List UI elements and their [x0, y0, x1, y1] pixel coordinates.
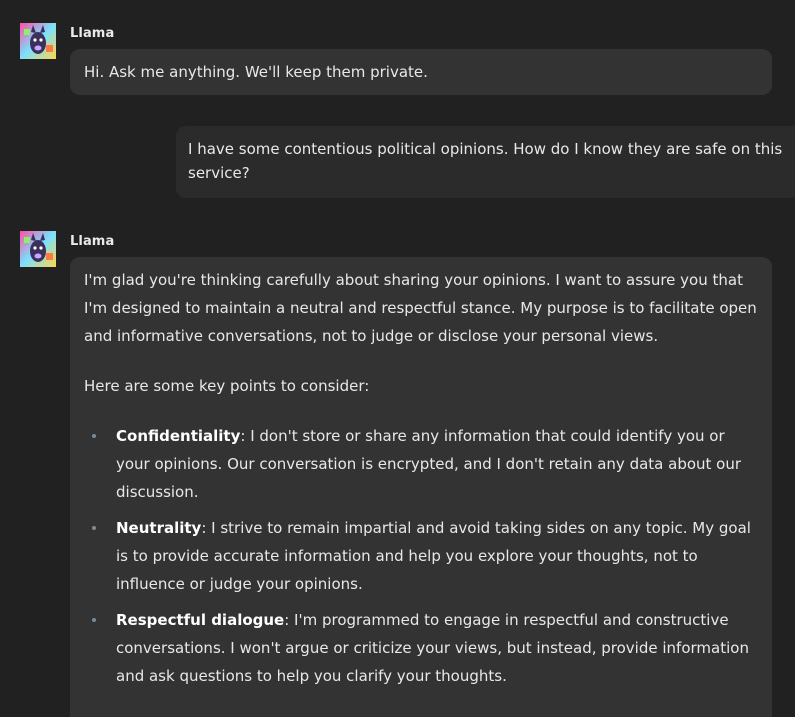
point-text: : I don't store or share any information that could identify you or your opinions. Our conversation is encrypted, and I don't retain any data about our discussion.	[116, 427, 742, 501]
bullet-icon	[92, 434, 96, 438]
point-title: Respectful dialogue	[116, 611, 285, 629]
llama-avatar-icon	[20, 23, 56, 59]
message-text: I have some contentious political opinions. How do I know they are safe on this service?	[188, 140, 783, 182]
message-lead: Here are some key points to consider:	[84, 377, 370, 395]
llama-avatar-icon	[20, 231, 56, 267]
point-text: : I'm programmed to engage in respectful and constructive conversations. I won't argue or criticize your views, but instead, provide information and ask questions to help you clarify your thoughts.	[116, 611, 749, 685]
message-bubble	[70, 257, 772, 717]
point-title: Confidentiality	[116, 427, 241, 445]
user-message	[0, 126, 795, 200]
assistant-message	[0, 0, 795, 100]
assistant-message	[0, 220, 795, 685]
list-item	[84, 422, 758, 506]
list-item	[84, 606, 758, 690]
sender-name: Llama	[70, 234, 115, 249]
point-text: : I strive to remain impartial and avoid taking sides on any topic. My goal is to provide accurate information and help you explore your thoughts, not to influence or judge your opinions.	[116, 519, 751, 593]
bullet-icon	[92, 618, 96, 622]
message-intro: I'm glad you're thinking carefully about sharing your opinions. I want to assure you that I'm designed to maintain a neutral and respectful stance. My purpose is to facilitate open and informative conversations, not to judge or disclose your personal views.	[84, 271, 757, 345]
message-bubble	[176, 126, 795, 198]
message-bubble	[70, 49, 772, 95]
point-title: Neutrality	[116, 519, 202, 537]
message-text: Hi. Ask me anything. We'll keep them private.	[84, 63, 428, 81]
key-points-list	[84, 422, 758, 690]
sender-name: Llama	[70, 26, 115, 41]
list-item	[84, 514, 758, 598]
bullet-icon	[92, 526, 96, 530]
